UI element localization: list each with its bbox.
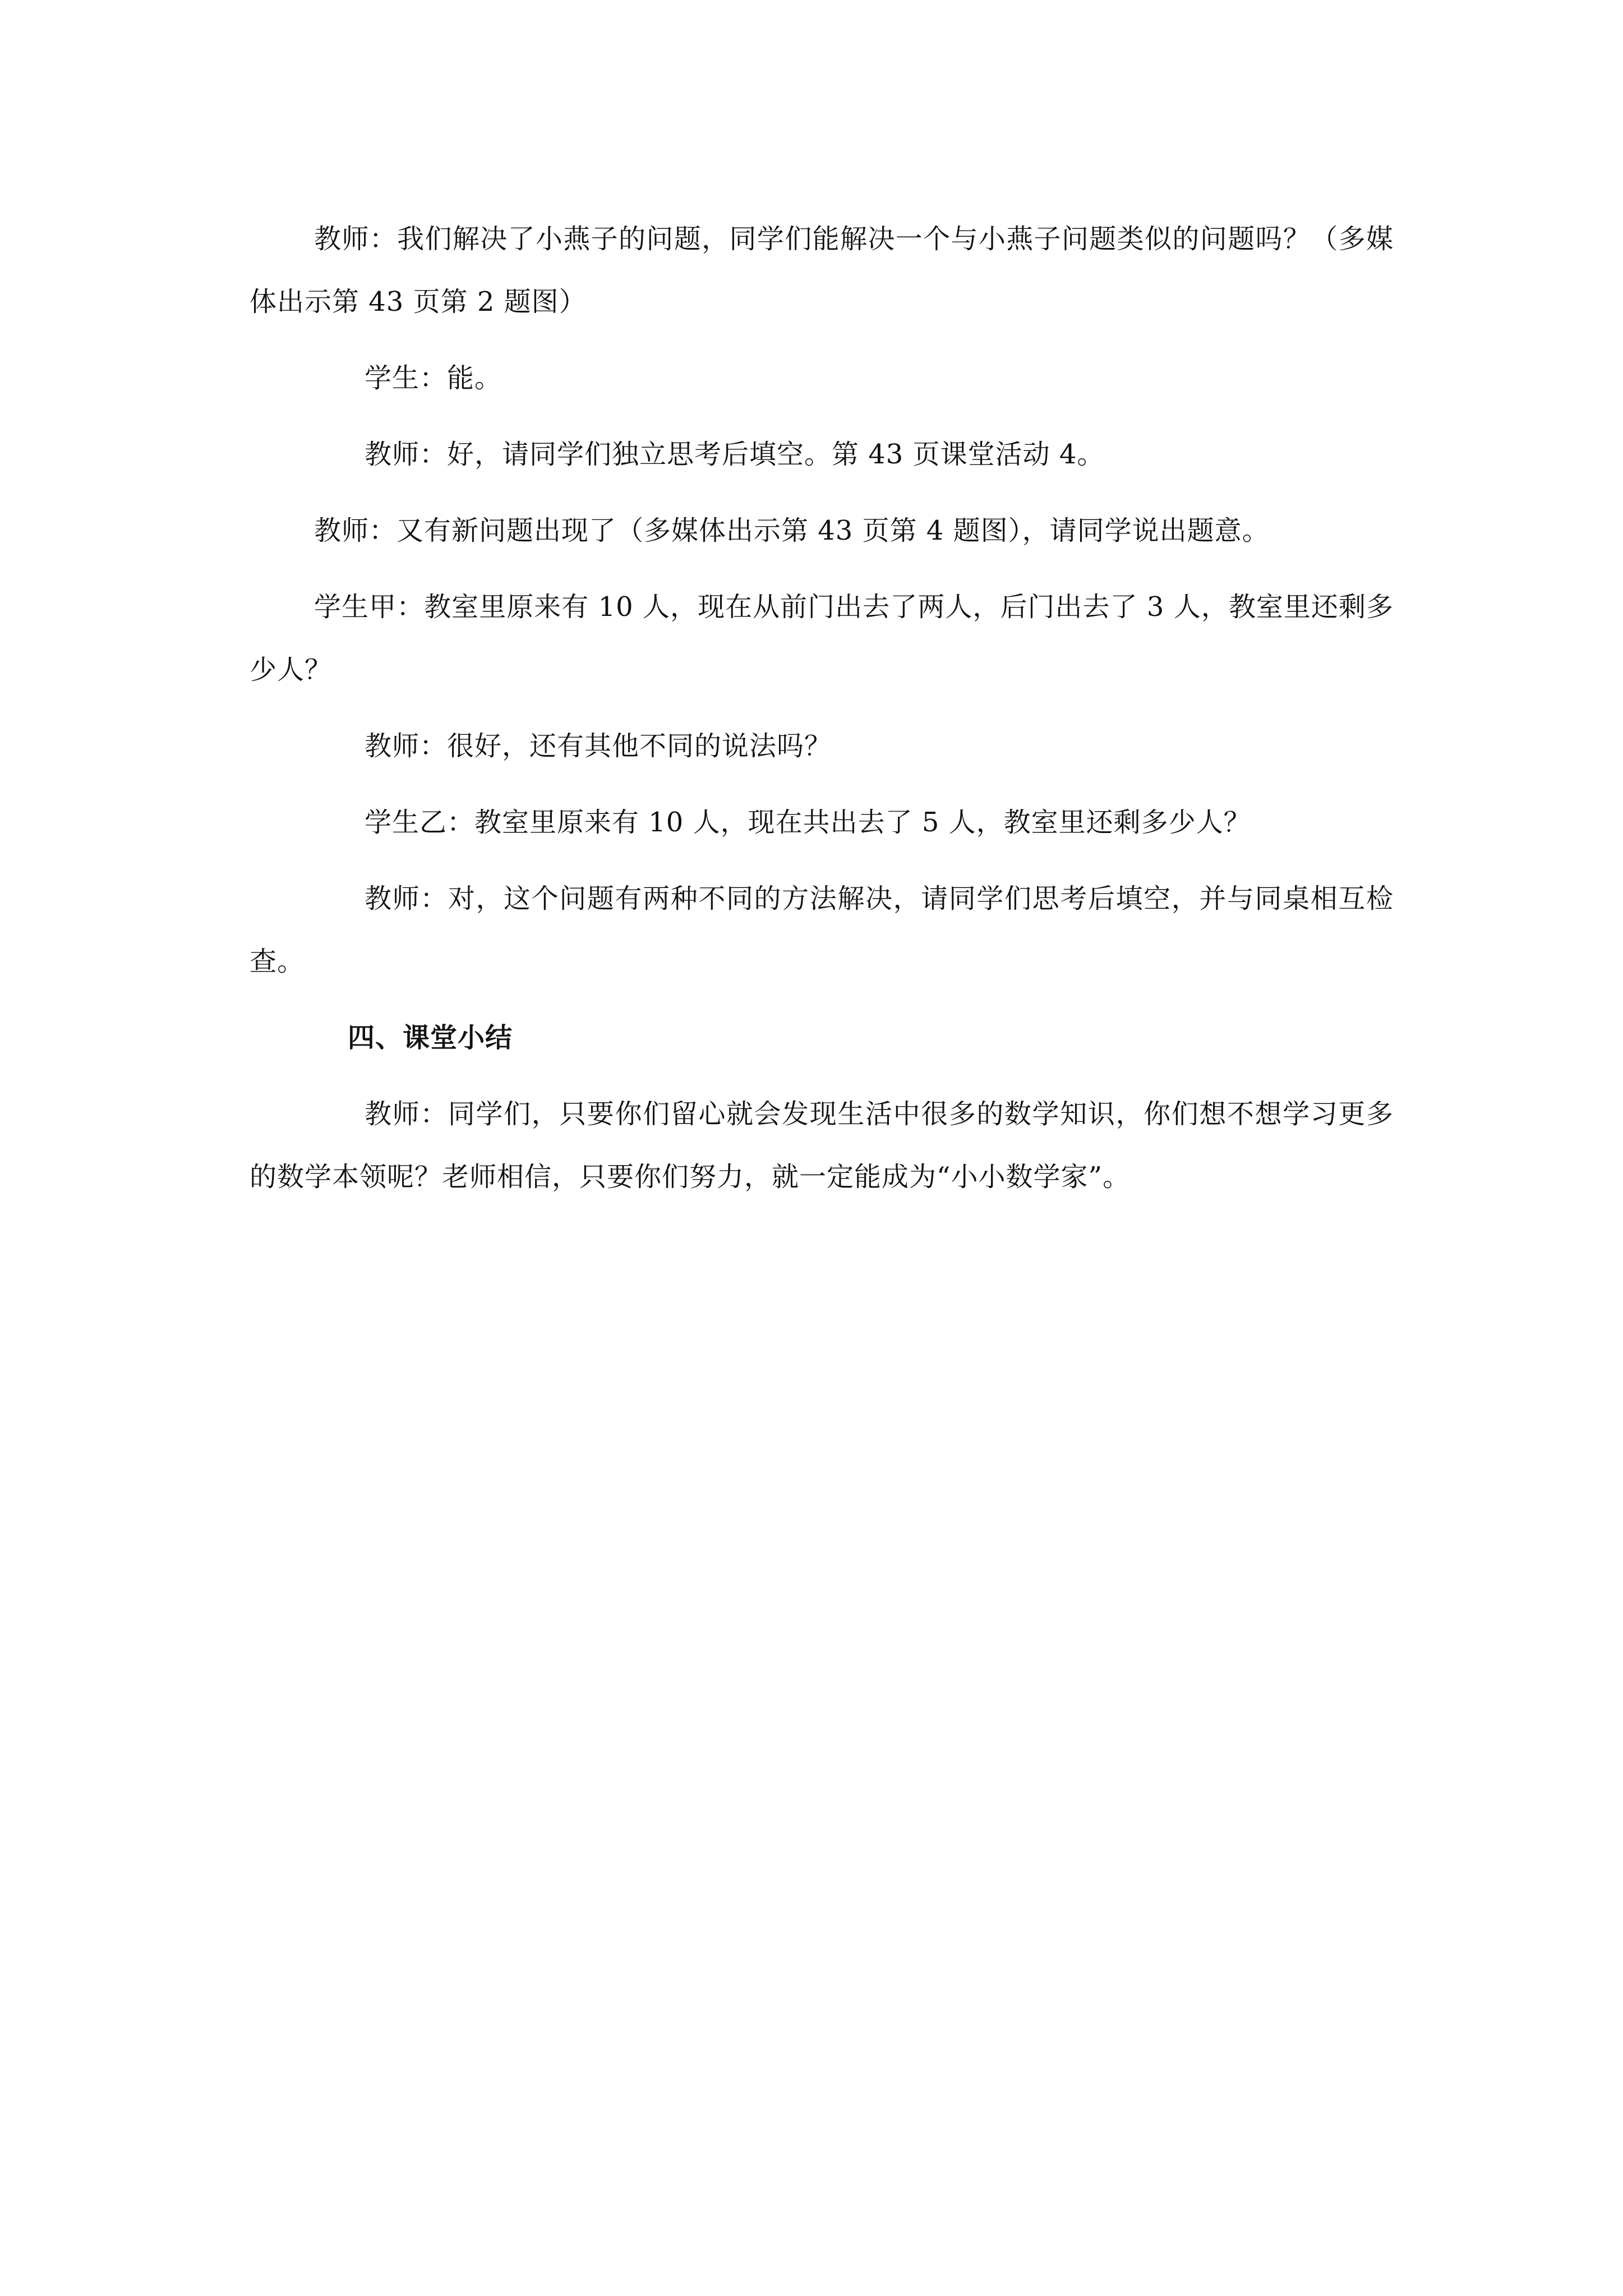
paragraph-student-answer: 学生：能。 <box>365 362 502 394</box>
paragraph-teacher-new-problem: 教师：又有新问题出现了（多媒体出示第 43 页第 4 题图），请同学说出题意。 <box>314 515 1270 546</box>
paragraph-teacher-activity: 教师：好，请同学们独立思考后填空。第 43 页课堂活动 4。 <box>365 439 1105 470</box>
paragraph-teacher-followup: 教师：很好，还有其他不同的说法吗？ <box>365 730 832 762</box>
paragraph-student-b: 学生乙：教室里原来有 10 人，现在共出去了 5 人，教室里还剩多少人？ <box>365 807 1251 838</box>
paragraph-teacher-intro: 教师：我们解决了小燕子的问题，同学们能解决一个与小燕子问题类似的问题吗？（多媒体出示第 43 页第 2 题图） <box>250 223 1394 318</box>
section-heading-summary: 四、课堂小结 <box>348 1022 513 1053</box>
paragraph-student-a: 学生甲：教室里原来有 10 人，现在从前门出去了两人，后门出去了 3 人，教室里还剩多少人？ <box>250 591 1394 685</box>
document-body <box>250 208 1394 1222</box>
paragraph-teacher-summary: 教师：同学们，只要你们留心就会发现生活中很多的数学知识，你们想不想学习更多的数学本领呢？老师相信，只要你们努力，就一定能成为“小小数学家”。 <box>250 1098 1394 1193</box>
paragraph-teacher-two-methods: 教师：对，这个问题有两种不同的方法解决，请同学们思考后填空，并与同桌相互检查。 <box>250 883 1394 977</box>
